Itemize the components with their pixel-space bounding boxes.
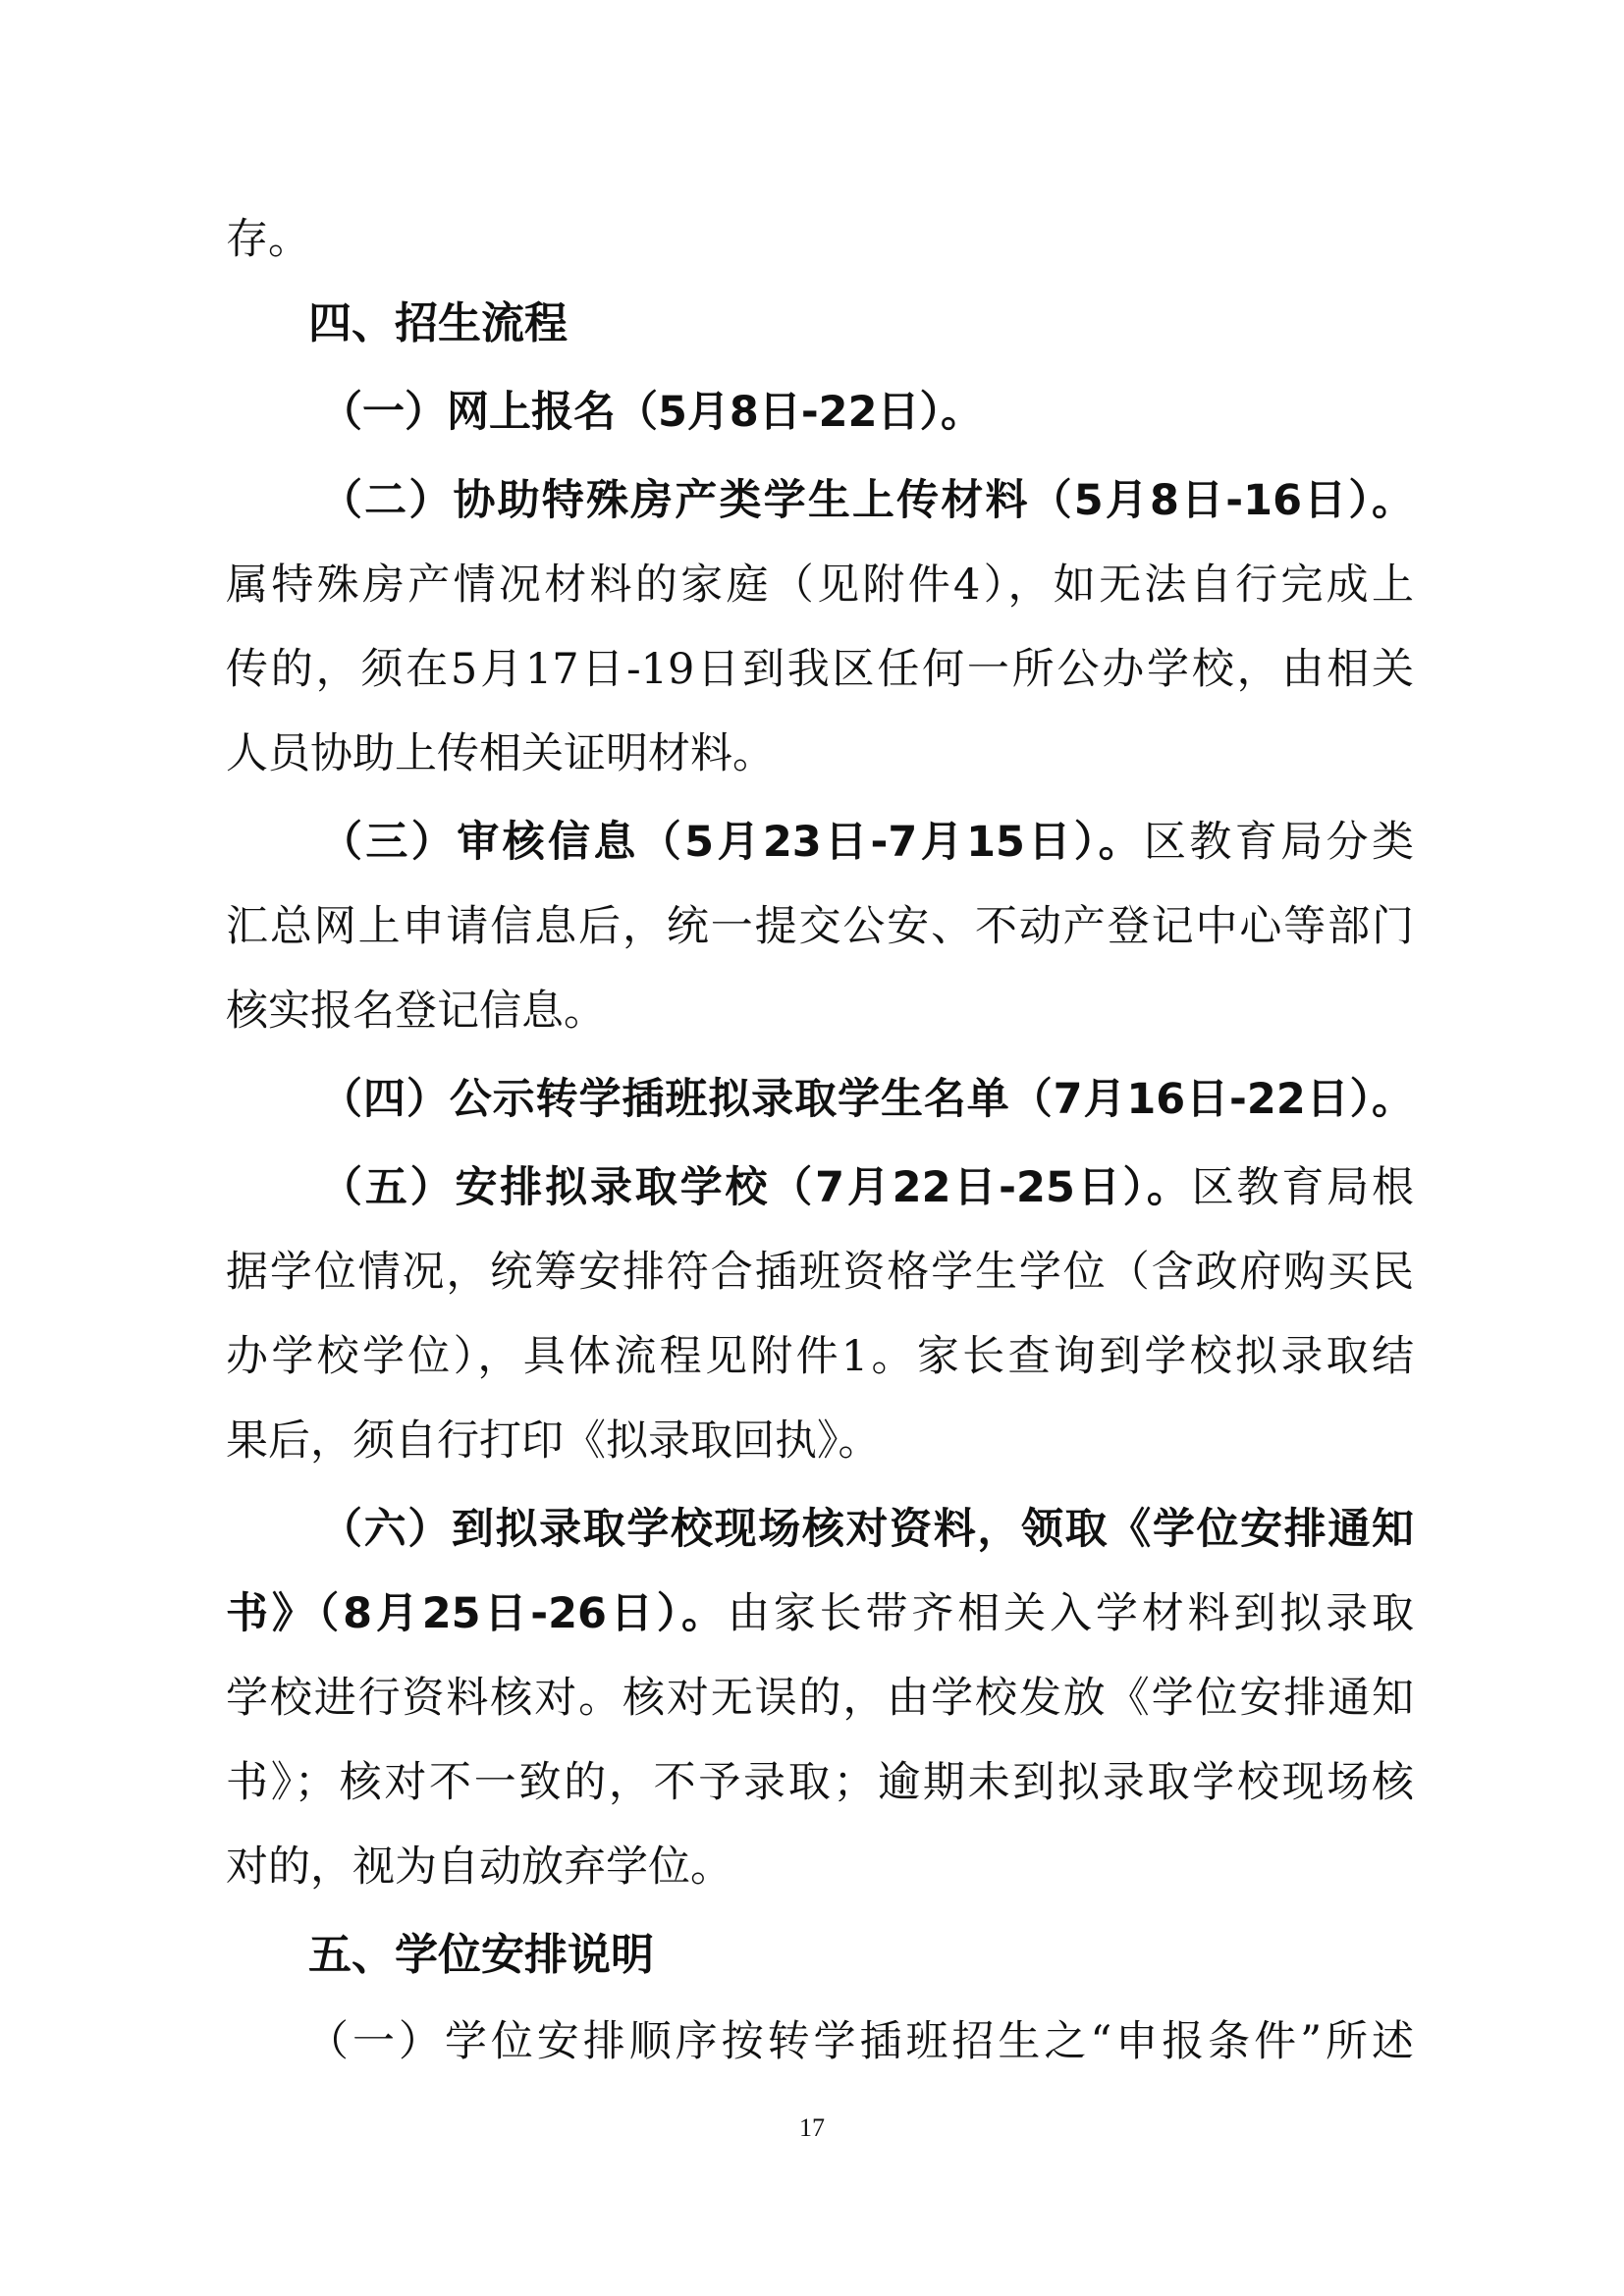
subsection-five-title: （五）安排拟录取学校（7月22日-25日）。 [320, 1163, 1192, 1212]
paragraph-line: （一）学位安排顺序按转学插班招生之“申报条件”所述 [306, 2017, 1414, 2066]
subsection-two-title: （二）协助特殊房产类学生上传材料（5月8日-16日）。 [320, 476, 1414, 525]
paragraph-line: 书》；核对不一致的，不予录取；逾期未到拟录取学校现场核 [226, 1758, 1414, 1807]
paragraph-line: 果后，须自行打印《拟录取回执》。 [226, 1416, 881, 1466]
paragraph-line: 书》（8月25日-26日）。由家长带齐相关入学材料到拟录取 [226, 1589, 1415, 1638]
paragraph-line: 存。 [226, 215, 310, 264]
subsection-three-title: （三）审核信息（5月23日-7月15日）。 [320, 818, 1145, 867]
paragraph-line: 学校进行资料核对。核对无误的，由学校发放《学位安排通知 [226, 1674, 1414, 1723]
page-number: 17 [799, 2113, 825, 2142]
subsection-three-line: （三）审核信息（5月23日-7月15日）。区教育局分类 [320, 818, 1414, 867]
paragraph-line: 办学校学位），具体流程见附件1。家长查询到学校拟录取结 [226, 1332, 1414, 1381]
paragraph-line: 核实报名登记信息。 [226, 987, 606, 1036]
paragraph-line: 属特殊房产情况材料的家庭（见附件4），如无法自行完成上 [226, 561, 1414, 610]
subsection-six-title: （六）到拟录取学校现场核对资料，领取《学位安排通知 [320, 1505, 1414, 1554]
section-heading-five: 五、学位安排说明 [308, 1930, 654, 1980]
paragraph-line: 人员协助上传相关证明材料。 [226, 729, 775, 778]
paragraph-line: 传的，须在5月17日-19日到我区任何一所公办学校，由相关 [226, 645, 1414, 694]
section-heading-four: 四、招生流程 [308, 298, 568, 348]
subsection-four-title: （四）公示转学插班拟录取学生名单（7月16日-22日）。 [320, 1075, 1414, 1124]
subsection-one-title: （一）网上报名（5月8日-22日）。 [320, 388, 984, 437]
subsection-one-line [320, 383, 1414, 442]
paragraph-line: 据学位情况，统筹安排符合插班资格学生学位（含政府购买民 [226, 1248, 1414, 1297]
subsection-two-line [320, 471, 1414, 530]
subsection-six-title-cont: 书》（8月25日-26日）。 [226, 1589, 728, 1638]
subsection-five-line: （五）安排拟录取学校（7月22日-25日）。区教育局根 [320, 1163, 1414, 1212]
subsection-six-line [320, 1500, 1414, 1559]
paragraph-line: 对的，视为自动放弃学位。 [226, 1842, 732, 1892]
subsection-four-line [320, 1070, 1414, 1129]
paragraph-line: 汇总网上申请信息后，统一提交公安、不动产登记中心等部门 [226, 902, 1414, 951]
